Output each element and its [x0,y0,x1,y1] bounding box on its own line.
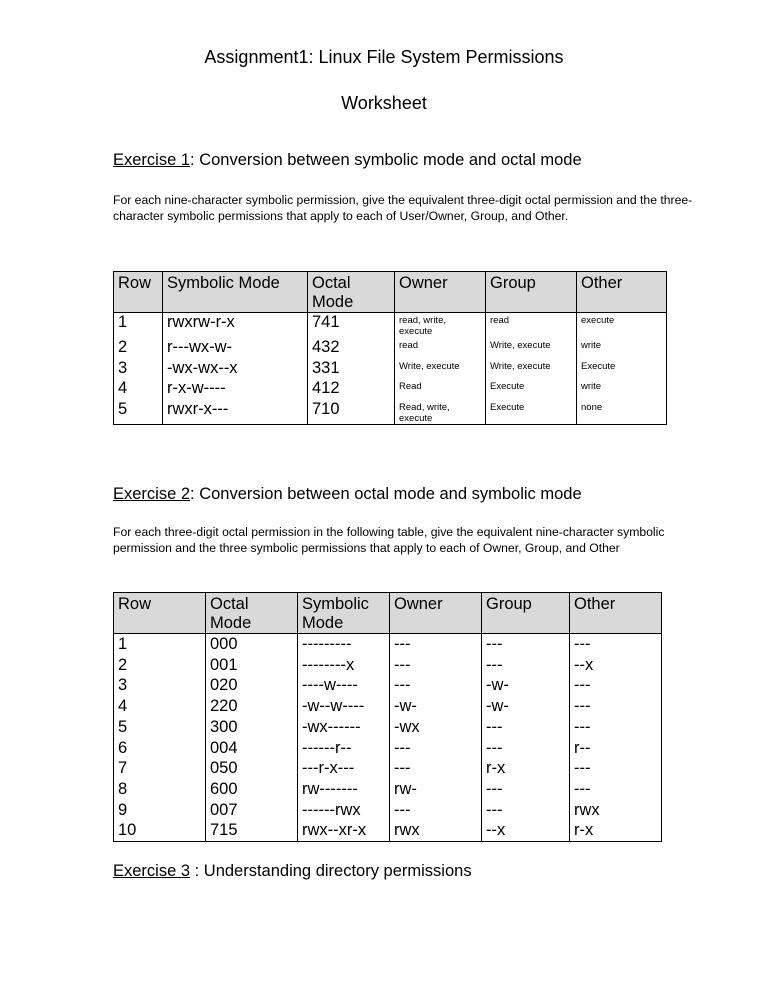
cell-owner: --- [390,634,482,655]
exercise-1-title: : Conversion between symbolic mode and octal mode [190,151,582,169]
cell-symbolic: rwx--xr-x [298,820,390,841]
document-subtitle: Worksheet [341,93,427,113]
cell-other: write [577,379,667,400]
table-row [114,717,662,738]
table-row [114,800,662,821]
header-symbolic-mode: Symbolic Mode [298,593,390,634]
cell-octal: 001 [206,655,298,676]
cell-owner: Read, write, execute [395,400,486,425]
cell-symbolic: ----w---- [298,675,390,696]
cell-owner: -w- [390,696,482,717]
cell-group: -w- [482,675,570,696]
cell-group: read [486,313,577,338]
cell-group: --- [482,738,570,759]
header-group: Group [486,272,577,313]
cell-other: --- [570,675,662,696]
cell-owner: read [395,338,486,359]
cell-group: --- [482,779,570,800]
cell-symbolic: r---wx-w- [163,338,308,359]
table-header-row [114,593,662,634]
cell-row: 10 [114,820,206,841]
header-other: Other [577,272,667,313]
cell-other: --- [570,634,662,655]
cell-symbolic: r-x-w---- [163,379,308,400]
cell-octal: 741 [308,313,395,338]
cell-symbolic: rw------- [298,779,390,800]
cell-symbolic: -wx------ [298,717,390,738]
cell-octal: 600 [206,779,298,800]
table-row [114,758,662,779]
cell-symbolic: --------- [298,634,390,655]
cell-owner: read, write, execute [395,313,486,338]
table-row [114,696,662,717]
cell-owner: rwx [390,820,482,841]
cell-octal: 020 [206,675,298,696]
exercise-2-instructions: For each three-digit octal permission in the following table, give the equivalent nine-character symbolic permission and the three symbolic permissions that apply to each of Owner, Group, and Other [113,525,665,555]
table-row [114,655,662,676]
cell-symbolic: rwxrw-r-x [163,313,308,338]
cell-other: --- [570,696,662,717]
table-row [114,675,662,696]
cell-row: 2 [114,338,163,359]
exercise-2-heading [113,485,582,504]
exercise-2-label: Exercise 2 [113,485,191,503]
cell-other: Execute [577,359,667,379]
cell-row: 2 [114,655,206,676]
header-other: Other [570,593,662,634]
cell-row: 6 [114,738,206,759]
cell-other: r-- [570,738,662,759]
exercise-3-title: : Understanding directory permissions [190,862,472,880]
cell-group: -w- [482,696,570,717]
cell-group: --- [482,717,570,738]
cell-row: 8 [114,779,206,800]
cell-row: 9 [114,800,206,821]
cell-other: --- [570,779,662,800]
exercise-1-heading [113,151,582,170]
cell-other: --- [570,758,662,779]
cell-row: 3 [114,359,163,379]
cell-group: Write, execute [486,359,577,379]
exercise-3-heading [113,862,472,881]
cell-octal: 050 [206,758,298,779]
cell-group: --- [482,655,570,676]
cell-row: 4 [114,379,163,400]
cell-symbolic: --------x [298,655,390,676]
cell-group: Execute [486,400,577,425]
cell-group: r-x [482,758,570,779]
cell-octal: 004 [206,738,298,759]
table-row [114,820,662,841]
cell-owner: -wx [390,717,482,738]
exercise-1-label: Exercise 1 [113,151,191,169]
table-row [114,359,667,379]
header-symbolic-mode: Symbolic Mode [163,272,308,313]
cell-row: 7 [114,758,206,779]
cell-octal: 412 [308,379,395,400]
cell-group: --- [482,800,570,821]
cell-row: 3 [114,675,206,696]
cell-group: Write, execute [486,338,577,359]
cell-group: --- [482,634,570,655]
header-owner: Owner [390,593,482,634]
header-owner: Owner [395,272,486,313]
cell-other: execute [577,313,667,338]
cell-symbolic: ---r-x--- [298,758,390,779]
exercise-2-table [113,592,662,842]
cell-octal: 432 [308,338,395,359]
table-row [114,738,662,759]
table-row [114,779,662,800]
cell-other: none [577,400,667,425]
cell-owner: --- [390,675,482,696]
header-octal-mode: Octal Mode [308,272,395,313]
cell-other: write [577,338,667,359]
cell-octal: 007 [206,800,298,821]
header-octal-mode: Octal Mode [206,593,298,634]
cell-symbolic: ------r-- [298,738,390,759]
cell-row: 5 [114,717,206,738]
cell-other: --- [570,717,662,738]
table-row [114,634,662,655]
cell-owner: --- [390,758,482,779]
table-row [114,379,667,400]
cell-octal: 300 [206,717,298,738]
cell-owner: --- [390,738,482,759]
cell-symbolic: rwxr-x--- [163,400,308,425]
cell-octal: 000 [206,634,298,655]
cell-owner: rw- [390,779,482,800]
cell-group: --x [482,820,570,841]
header-row: Row [114,593,206,634]
header-group: Group [482,593,570,634]
table-row [114,313,667,338]
cell-octal: 220 [206,696,298,717]
exercise-1-instructions: For each nine-character symbolic permission, give the equivalent three-digit octal permission and the three-character symbolic permissions that apply to each of User/Owner, Group, and Other. [113,193,693,223]
table-row [114,400,667,425]
cell-owner: --- [390,800,482,821]
cell-octal: 715 [206,820,298,841]
cell-other: --x [570,655,662,676]
cell-row: 1 [114,313,163,338]
cell-row: 1 [114,634,206,655]
cell-octal: 710 [308,400,395,425]
table-row [114,338,667,359]
cell-symbolic: -wx-wx--x [163,359,308,379]
cell-symbolic: ------rwx [298,800,390,821]
cell-group: Execute [486,379,577,400]
exercise-3-label: Exercise 3 [113,862,191,880]
cell-owner: Read [395,379,486,400]
cell-row: 4 [114,696,206,717]
header-row: Row [114,272,163,313]
cell-symbolic: -w--w---- [298,696,390,717]
cell-other: rwx [570,800,662,821]
cell-owner: Write, execute [395,359,486,379]
exercise-1-table [113,271,667,425]
cell-owner: --- [390,655,482,676]
exercise-2-title: : Conversion between octal mode and symbolic mode [190,485,582,503]
cell-other: r-x [570,820,662,841]
document-title: Assignment1: Linux File System Permissions [204,47,564,67]
table-header-row [114,272,667,313]
cell-row: 5 [114,400,163,425]
cell-octal: 331 [308,359,395,379]
